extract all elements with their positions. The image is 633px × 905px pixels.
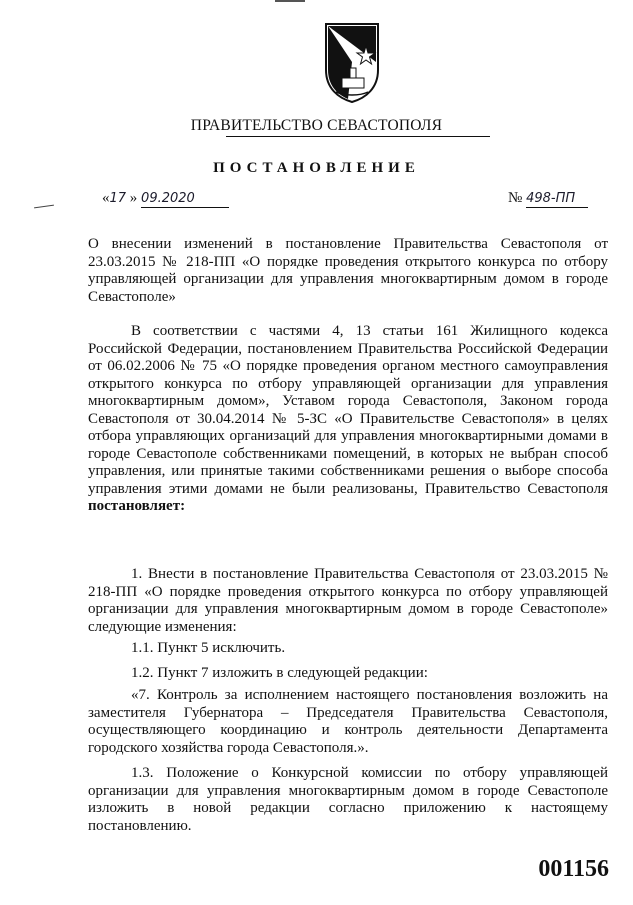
scan-mark-top xyxy=(275,0,305,2)
number-value: 498-ПП xyxy=(526,191,576,206)
date-open-quote: « xyxy=(102,190,110,206)
item-7-quote-paragraph: «7. Контроль за исполнением настоящего постановления возложить на заместителя Губернатора – Председателя Правительства Севастополя, осуществляющего координацию и контроль деятельности Департамента городского хозяйства города Севастополя.». xyxy=(88,687,608,756)
date-month-year-line xyxy=(141,190,229,208)
scan-mark xyxy=(34,205,54,209)
serial-number: 001156 xyxy=(538,856,609,882)
preamble-paragraph xyxy=(88,323,608,516)
date-month-year: 09.2020 xyxy=(141,191,195,206)
sevastopol-coat-of-arms-icon xyxy=(322,22,382,104)
item-1-2-paragraph: 1.2. Пункт 7 изложить в следующей редакции: xyxy=(131,665,428,681)
document-type-title: ПОСТАНОВЛЕНИЕ xyxy=(213,160,420,176)
document-number xyxy=(508,190,588,208)
subject-paragraph: О внесении изменений в постановление Правительства Севастополя от 23.03.2015 № 218-ПП «О порядке проведения открытого конкурса по отбору управляющей организации для управления многоквартирным домом в городе Севастополе» xyxy=(88,236,608,305)
preamble-text: В соответствии с частями 4, 13 статьи 161 Жилищного кодекса Российской Федерации, постановлением Правительства Российской Федерации от 06.02.2006 № 75 «О порядке проведения органом местного самоуправления открытого конкурса по отбору управляющей организации для управления многоквартирным домом», Уставом города Севастополя, Законом города Севастополя от 30.04.2014 № 5-ЗС «О Правительстве Севастополя» в целях отбора управляющих организаций для управления многоквартирными домами в городе Севастополе собственниками помещений, в которых не выбран способ управления, или принятые такими собственниками решения о выборе способа управления этими домами не были реализованы, Правительство Севастополя xyxy=(88,323,608,497)
government-name: ПРАВИТЕЛЬСТВО СЕВАСТОПОЛЯ xyxy=(190,117,443,134)
item-1-paragraph: 1. Внести в постановление Правительства Севастополя от 23.03.2015 № 218-ПП «О порядке проведения открытого конкурса по отбору управляющей организации для управления многоквартирным домом в городе Севастополе» следующие изменения: xyxy=(88,566,608,635)
date-day: 17 xyxy=(109,191,127,206)
date-close-quote: » xyxy=(129,190,138,206)
number-sign: № xyxy=(508,190,523,206)
document-date xyxy=(102,190,229,208)
number-line xyxy=(526,190,588,208)
resolves-word: постановляет: xyxy=(88,498,186,514)
item-1-1-paragraph: 1.1. Пункт 5 исключить. xyxy=(131,640,286,656)
header-divider xyxy=(226,136,490,137)
item-1-3-paragraph: 1.3. Положение о Конкурсной комиссии по отбору управляющей организации для управления многоквартирным домом в городе Севастополе изложить в новой редакции согласно приложению к настоящему постановлению. xyxy=(88,765,608,834)
